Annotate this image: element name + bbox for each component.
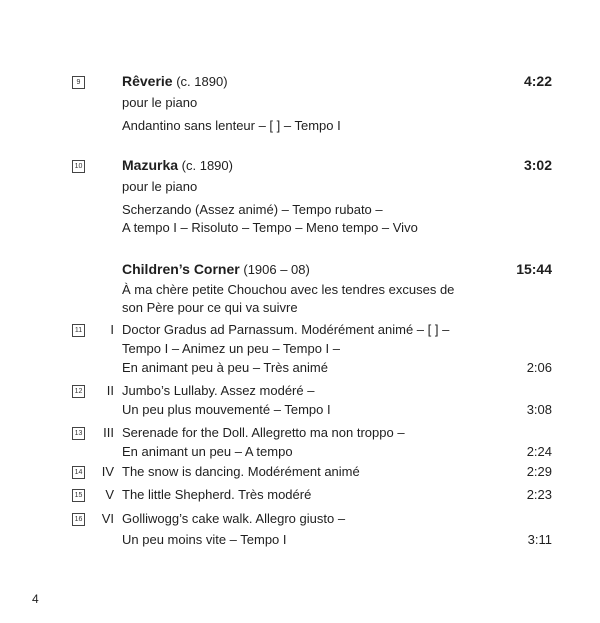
movement-v-line-1: The little Shepherd. Très modéré xyxy=(122,487,312,502)
movement-numeral-iv: IV xyxy=(101,464,114,479)
page-number: 4 xyxy=(32,592,39,606)
reverie-title: Rêverie xyxy=(122,73,173,89)
movement-i-line-1: Doctor Gradus ad Parnassum. Modérément animé – [ ] – xyxy=(122,322,450,337)
movement-numeral-v: V xyxy=(105,487,114,502)
reverie-tempo: Andantino sans lenteur – [ ] – Tempo I xyxy=(122,118,341,133)
mazurka-title-line xyxy=(122,157,233,173)
movement-iv-line-1: The snow is dancing. Modérément animé xyxy=(122,464,360,479)
movement-vi-line-1: Golliwogg’s cake walk. Allegro giusto – xyxy=(122,511,346,526)
reverie-duration: 4:22 xyxy=(523,73,552,89)
movement-vi-duration: 3:11 xyxy=(527,532,552,547)
reverie-date: (c. 1890) xyxy=(176,74,228,89)
mazurka-duration: 3:02 xyxy=(523,157,552,173)
movement-iii-duration: 2:24 xyxy=(526,444,552,459)
track-number-9: 9 xyxy=(72,76,85,89)
track-number-10: 10 xyxy=(72,160,85,173)
childrens-corner-title: Children’s Corner xyxy=(122,261,240,277)
track-number-11: 11 xyxy=(72,324,85,337)
movement-numeral-i: I xyxy=(110,322,114,337)
mazurka-subtitle: pour le piano xyxy=(122,179,198,194)
movement-ii-line-1: Jumbo’s Lullaby. Assez modéré – xyxy=(122,383,315,398)
movement-ii-line-2: Un peu plus mouvementé – Tempo I xyxy=(122,402,331,417)
reverie-title-line xyxy=(122,73,228,89)
movement-numeral-vi: VI xyxy=(101,511,114,526)
movement-iii-line-2: En animant un peu – A tempo xyxy=(122,444,293,459)
childrens-corner-title-line xyxy=(122,261,310,277)
track-number-12: 12 xyxy=(72,385,85,398)
track-number-16: 16 xyxy=(72,513,85,526)
movement-v-duration: 2:23 xyxy=(526,487,552,502)
track-number-14: 14 xyxy=(72,466,85,479)
reverie-subtitle: pour le piano xyxy=(122,95,198,110)
mazurka-title: Mazurka xyxy=(122,157,179,173)
mazurka-tempo-1: Scherzando (Assez animé) – Tempo rubato – xyxy=(122,202,383,217)
mazurka-tempo-2: A tempo I – Risoluto – Tempo – Meno tempo – Vivo xyxy=(122,220,418,235)
movement-i-line-3: En animant peu à peu – Très animé xyxy=(122,360,328,375)
childrens-corner-duration: 15:44 xyxy=(516,261,552,277)
movement-iii-line-1: Serenade for the Doll. Allegretto ma non troppo – xyxy=(122,425,405,440)
dedication-line-2: son Père pour ce qui va suivre xyxy=(122,300,298,315)
movement-vi-line-2: Un peu moins vite – Tempo I xyxy=(122,532,287,547)
track-number-15: 15 xyxy=(72,489,85,502)
mazurka-date: (c. 1890) xyxy=(181,158,233,173)
movement-i-line-2: Tempo I – Animez un peu – Tempo I – xyxy=(122,341,341,356)
movement-i-duration: 2:06 xyxy=(526,360,552,375)
movement-ii-duration: 3:08 xyxy=(526,402,552,417)
movement-iv-duration: 2:29 xyxy=(526,464,552,479)
childrens-corner-date: (1906 – 08) xyxy=(243,262,310,277)
movement-numeral-ii: II xyxy=(106,383,114,398)
movement-numeral-iii: III xyxy=(103,425,114,440)
track-number-13: 13 xyxy=(72,427,85,440)
dedication-line-1: À ma chère petite Chouchou avec les tendres excuses de xyxy=(122,282,455,297)
